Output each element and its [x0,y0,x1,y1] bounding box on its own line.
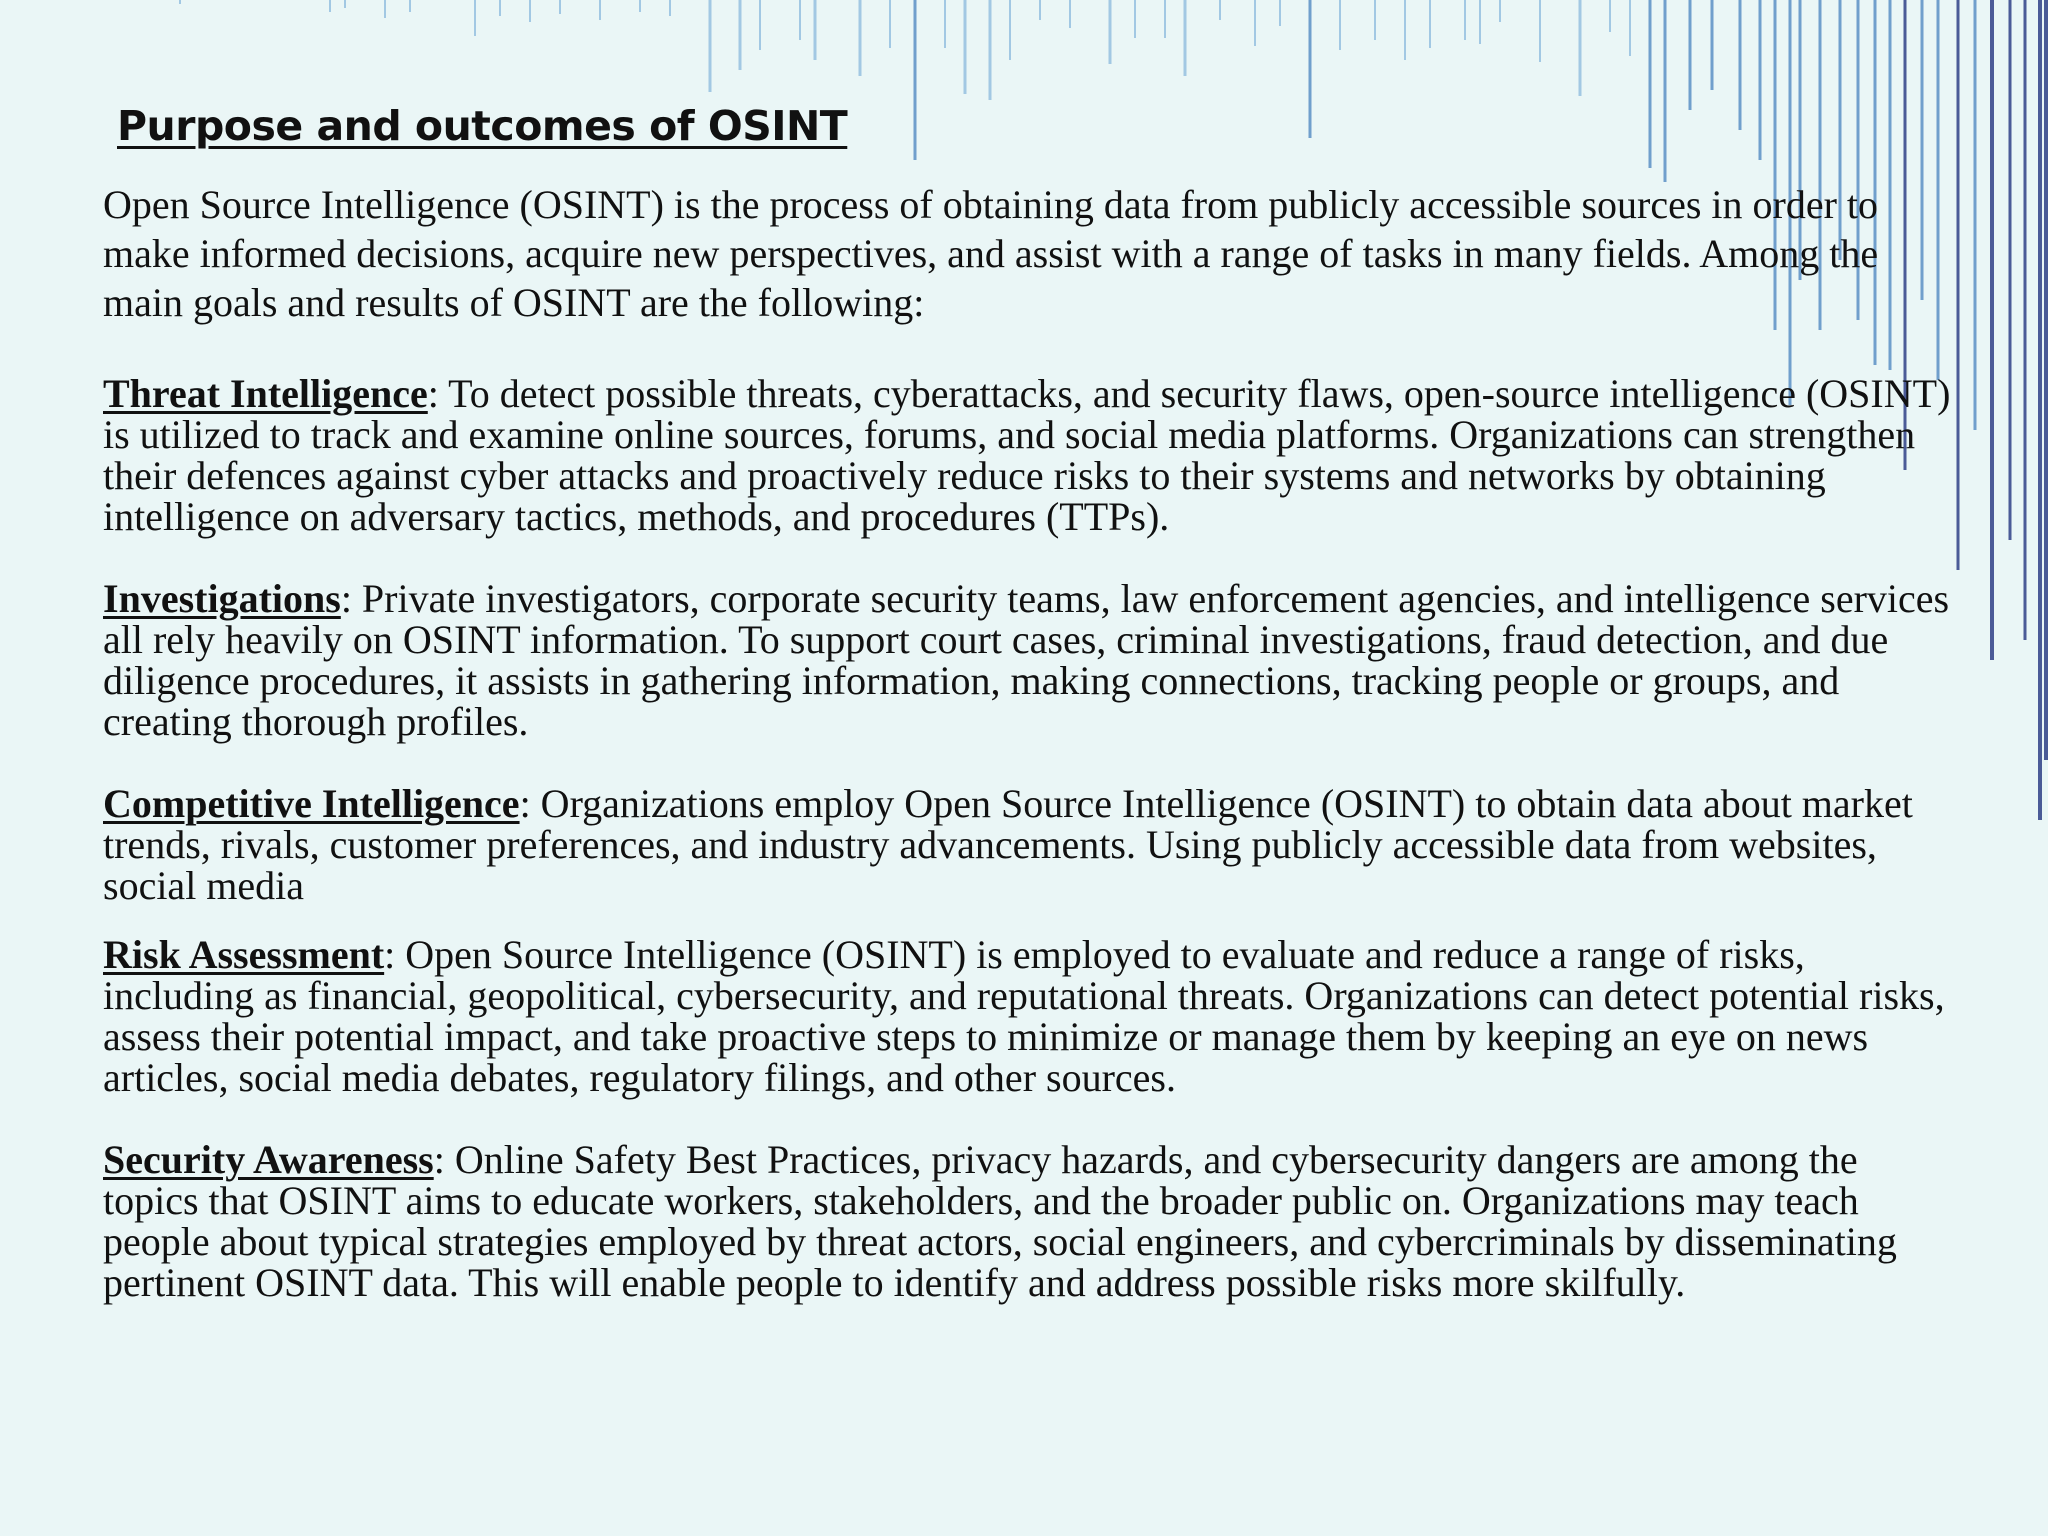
section-risk-assessment [103,934,1953,1098]
section-term: Risk Assessment [103,932,385,977]
section-threat-intelligence [103,373,1953,537]
section-security-awareness [103,1139,1953,1303]
section-text: : To detect possible threats, cyberattacks, and security flaws, open-source intelligence (OSINT) is utilized to track and examine online sources, forums, and social media platforms. Organizations can strengthen their defences against cyber attacks and proactively reduce risks to their systems and networks by obtaining intelligence on adversary tactics, methods, and procedures (TTPs). [103,371,1951,539]
section-text: : Online Safety Best Practices, privacy hazards, and cybersecurity dangers are among the topics that OSINT aims to educate workers, stakeholders, and the broader public on. Organizations may teach people about typical strategies employed by threat actors, social engineers, and cybercriminals by disseminating pertinent OSINT data. This will enable people to identify and address possible risks more skilfully. [103,1137,1897,1305]
section-text: : Open Source Intelligence (OSINT) is employed to evaluate and reduce a range of risks, including as financial, geopolitical, cybersecurity, and reputational threats. Organizations can detect potential risks, assess their potential impact, and take proactive steps to minimize or manage them by keeping an eye on news articles, social media debates, regulatory filings, and other sources. [103,932,1945,1100]
section-text: : Organizations employ Open Source Intelligence (OSINT) to obtain data about market trends, rivals, customer preferences, and industry advancements. Using publicly accessible data from websites, social media [103,781,1913,908]
intro-paragraph: Open Source Intelligence (OSINT) is the process of obtaining data from publicly accessible sources in order to make informed decisions, acquire new perspectives, and assist with a range of tasks in many fields. Among the main goals and results of OSINT are the following: [103,182,1879,325]
section-term: Security Awareness [103,1137,434,1182]
slide-title: Purpose and outcomes of OSINT [117,102,848,150]
section-text: : Private investigators, corporate security teams, law enforcement agencies, and intelligence services all rely heavily on OSINT information. To support court cases, criminal investigations, fraud detection, and due diligence procedures, it assists in gathering information, making connections, tracking people or groups, and creating thorough profiles. [103,576,1950,744]
section-competitive-intelligence [103,783,1953,906]
section-term: Investigations [103,576,341,621]
section-investigations [103,578,1953,742]
section-term: Threat Intelligence [103,371,428,416]
section-term: Competitive Intelligence [103,781,520,826]
